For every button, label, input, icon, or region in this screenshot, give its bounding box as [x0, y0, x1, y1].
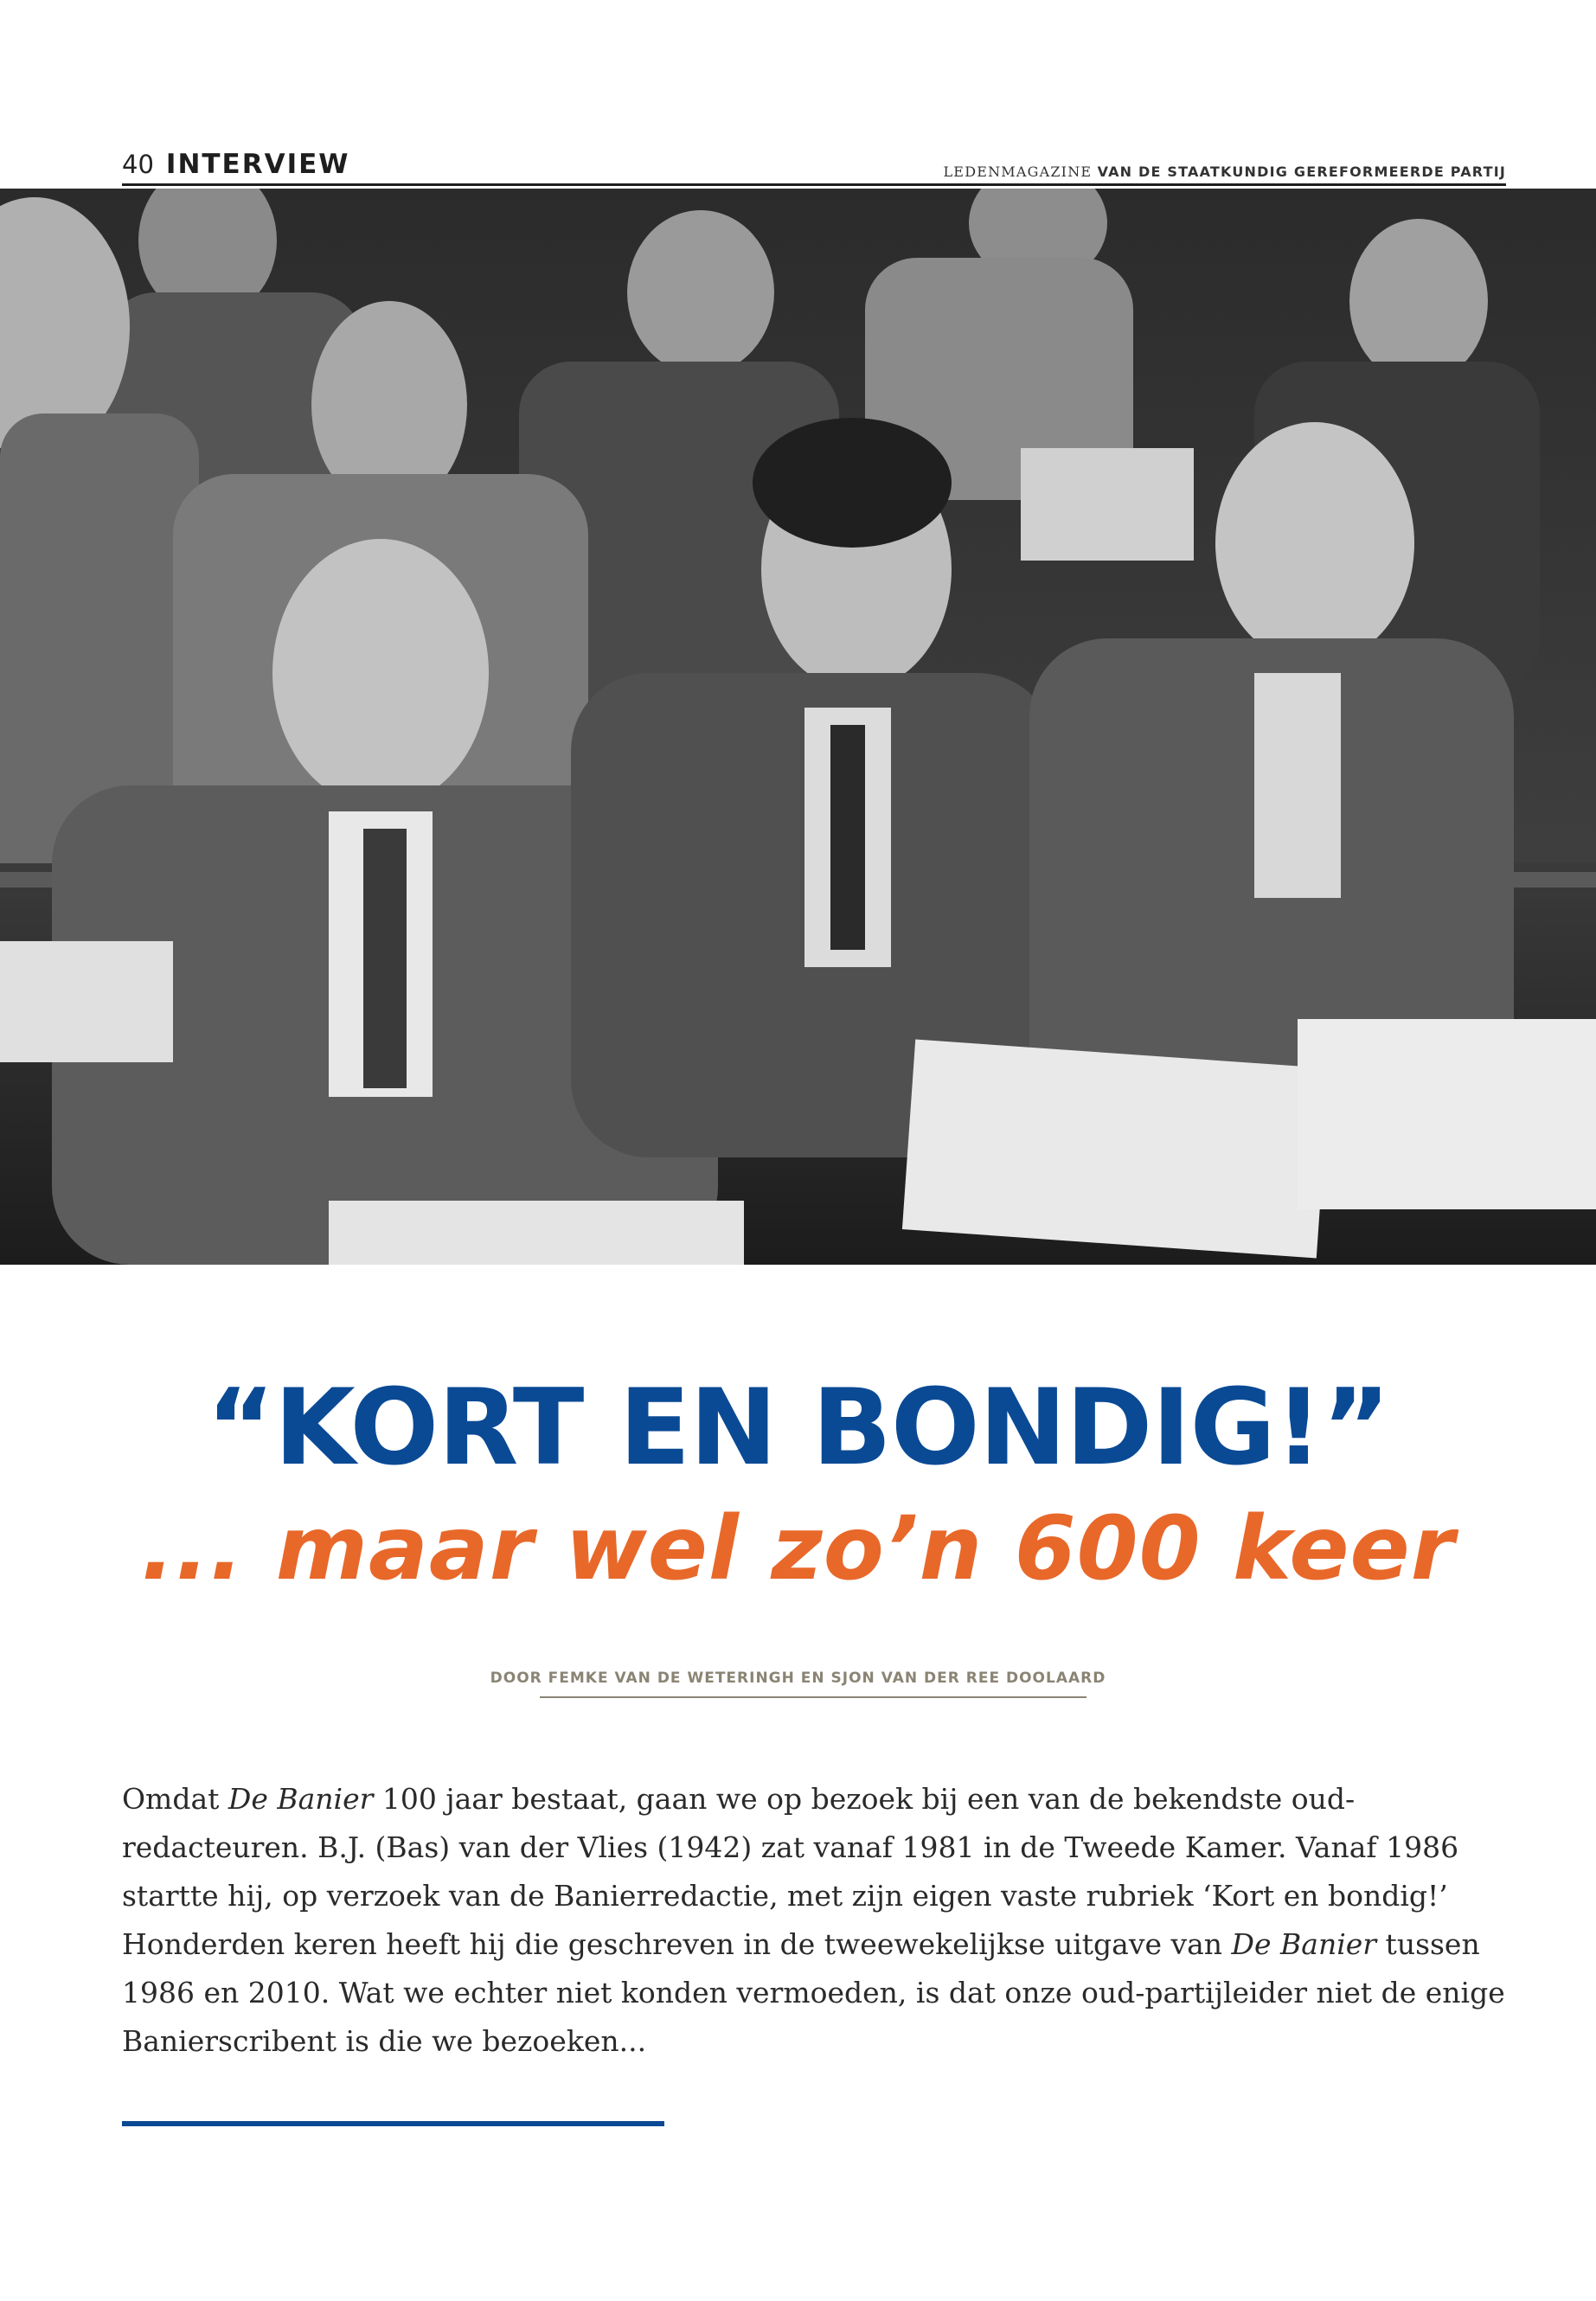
intro-line-2: redacteuren. B.J. (Bas) van der Vlies (1942) zat vanaf 1981 in de Tweede Kamer. Vanaf 1986 — [122, 1830, 1459, 1864]
article-subtitle: ... maar wel zo’n 600 keer — [141, 1497, 1455, 1600]
header-left — [122, 149, 349, 180]
publication-name: De Banier — [1231, 1927, 1377, 1961]
intro-text: Honderden keren heeft hij die geschreven in de tweewekelijkse uitgave van — [122, 1927, 1232, 1961]
photo-illustration — [0, 189, 1596, 1265]
intro-line-4 — [122, 1920, 1480, 1969]
intro-line-3: startte hij, op verzoek van de Banierredactie, met zijn eigen vaste rubriek ‘Kort en bondig!’ — [122, 1879, 1448, 1913]
page-header — [122, 143, 1506, 186]
intro-paragraph — [122, 1775, 1505, 2066]
byline-divider — [540, 1696, 1086, 1698]
intro-line-6: Banierscribent is die we bezoeken... — [122, 2024, 647, 2058]
page-number: 40 — [122, 150, 154, 179]
article-title: “KORT EN BONDIG!” — [206, 1367, 1390, 1489]
intro-line-5: 1986 en 2010. Wat we echter niet konden vermoeden, is dat onze oud-partijleider niet de enige — [122, 1976, 1505, 2009]
magazine-label — [943, 163, 1506, 180]
magazine-name: LEDENMAGAZINE — [943, 163, 1093, 180]
intro-text: 100 jaar bestaat, gaan we op bezoek bij een van de bekendste oud- — [373, 1782, 1356, 1816]
intro-text: tussen — [1376, 1927, 1480, 1961]
byline: DOOR FEMKE VAN DE WETERINGH EN SJON VAN DER REE DOOLAARD — [490, 1670, 1106, 1687]
party-name: VAN DE STAATKUNDIG GEREFORMEERDE PARTIJ — [1097, 163, 1506, 180]
section-label: INTERVIEW — [165, 149, 350, 180]
section-end-rule — [122, 2121, 664, 2126]
intro-line-1 — [122, 1775, 1480, 1823]
parliament-photo — [0, 189, 1596, 1265]
intro-text: Omdat — [122, 1782, 228, 1816]
publication-name: De Banier — [228, 1782, 374, 1816]
